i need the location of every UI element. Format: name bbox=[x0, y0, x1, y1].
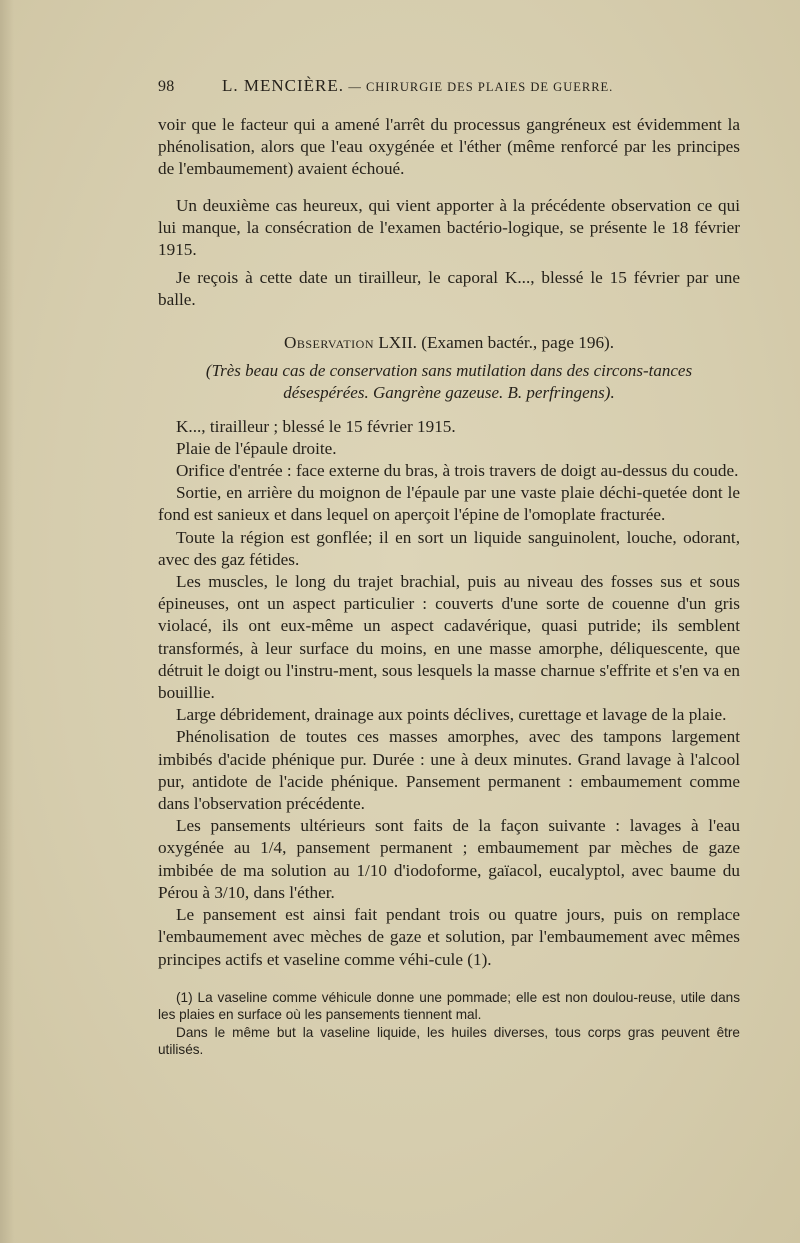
footnote: (1) La vaseline comme véhicule donne une pommade; elle est non doulou-reuse, utile dans les plaies en surface où les pansements tiennent mal. bbox=[158, 989, 740, 1023]
observation-reference: (Examen bactér., page 196). bbox=[421, 332, 615, 352]
observation-subtitle: (Très beau cas de conservation sans mutilation dans des circons-tances désespérées. Gangrène gazeuse. B. perfringens). bbox=[205, 360, 693, 402]
header-title: — CHIRURGIE DES PLAIES DE GUERRE. bbox=[348, 80, 614, 94]
footnote-block bbox=[158, 989, 740, 1059]
case-paragraph: Phénolisation de toutes ces masses amorphes, avec des tampons largement imbibés d'acide phénique pur. Durée : une à deux minutes. Grand lavage à l'alcool pur, antidote de l'acide phénique. Pansement permanent : embaumement comme dans l'observation précédente. bbox=[158, 727, 740, 814]
case-paragraph: Les muscles, le long du trajet brachial, puis au niveau des fosses sus et sous épineuses, ont un aspect particulier : couverts d'une sorte de couenne d'un gris violacé, ils ont eux-même un aspect cadavérique, quasi putride; ils semblent transformés, à leur surface du moins, en une masse amorphe, déliquescente, que détruit le doigt ou l'instru-ment, sous lesquels la masse charnue s'effrite et s'en va en bouillie. bbox=[158, 572, 740, 703]
header-author: L. MENCIÈRE. bbox=[222, 76, 345, 95]
running-header bbox=[158, 76, 740, 96]
footnote: Dans le même but la vaseline liquide, les huiles diverses, tous corps gras peuvent être utilisés. bbox=[158, 1024, 740, 1058]
case-paragraph: Le pansement est ainsi fait pendant trois ou quatre jours, puis on remplace l'embaumement avec mèches de gaze et solution, par l'embaumement avec mêmes principes actifs et vaseline comme véhi-cule (1). bbox=[158, 905, 740, 969]
case-paragraph: K..., tirailleur ; blessé le 15 février 1915. bbox=[176, 416, 456, 436]
paragraph: Je reçois à cette date un tirailleur, le caporal K..., blessé le 15 février par une balle. bbox=[158, 268, 740, 310]
observation-label: Observation bbox=[283, 332, 375, 352]
case-paragraph: Orifice d'entrée : face externe du bras, à trois travers de doigt au-dessus du coude. bbox=[176, 461, 739, 481]
page-number: 98 bbox=[158, 78, 175, 95]
case-paragraph: Toute la région est gonflée; il en sort un liquide sanguinolent, louche, odorant, avec des gaz fétides. bbox=[158, 527, 740, 569]
case-paragraph: Sortie, en arrière du moignon de l'épaule par une vaste plaie déchi-quetée dont le fond est sanieux et dans lequel on aperçoit l'épine de l'omoplate fracturée. bbox=[158, 483, 740, 525]
case-report bbox=[158, 416, 740, 971]
case-paragraph: Large débridement, drainage aux points déclives, curettage et lavage de la plaie. bbox=[176, 705, 727, 725]
paragraph: Un deuxième cas heureux, qui vient apporter à la précédente observation ce qui lui manque, la consécration de l'examen bactério-logique, se présente le 18 février 1915. bbox=[158, 195, 740, 260]
page-body bbox=[158, 114, 740, 1059]
case-paragraph: Les pansements ultérieurs sont faits de la façon suivante : lavages à l'eau oxygénée au 1/4, pansement permanent ; embaumement par mèches de gaze imbibée de ma solution au 1/10 d'iodoforme, gaïacol, eucalyptol, avec baume du Pérou à 3/10, dans l'éther. bbox=[158, 816, 740, 902]
paragraph: voir que le facteur qui a amené l'arrêt du processus gangréneux est évidemment la phénolisation, alors que l'eau oxygénée et l'éther (même renforcé par les principes de l'embaumement) avaient échoué. bbox=[158, 115, 740, 179]
page-edge-shadow bbox=[0, 0, 14, 1243]
observation-heading bbox=[158, 332, 740, 354]
observation-number: LXII. bbox=[378, 332, 417, 352]
case-paragraph: Plaie de l'épaule droite. bbox=[176, 438, 337, 458]
